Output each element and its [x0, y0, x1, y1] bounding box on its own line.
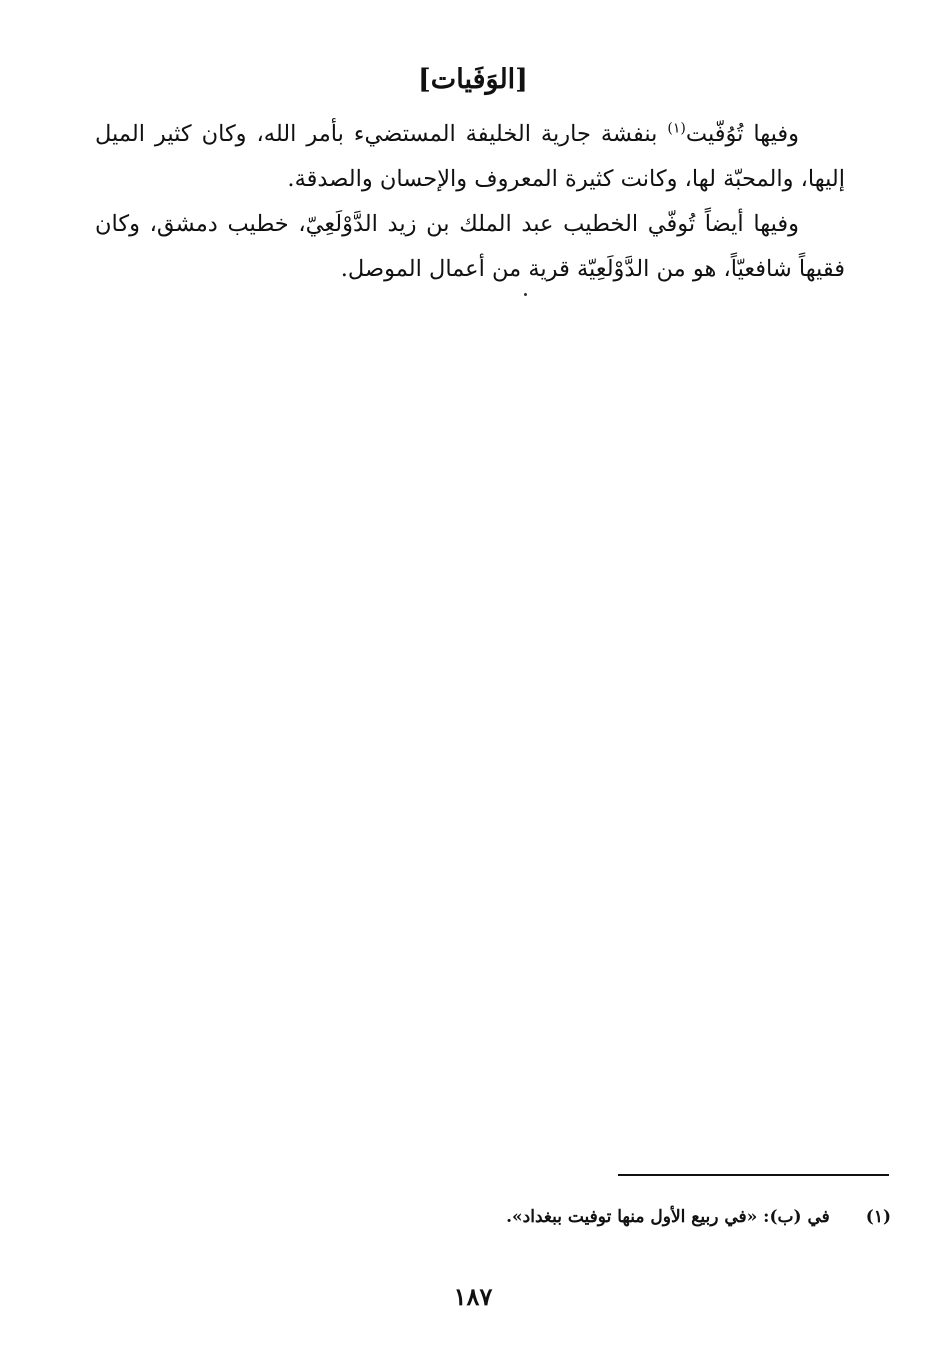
page-number: ١٨٧: [453, 1282, 493, 1311]
footnote-text: في (ب): «في ربيع الأول منها توفيت ببغداد».: [506, 1207, 830, 1227]
footnote: [95, 1202, 891, 1232]
footnote-reference: (١): [667, 120, 686, 137]
footnote-separator: [618, 1174, 889, 1176]
paragraph-1: [95, 112, 845, 202]
stray-dot-mark: [524, 293, 527, 296]
footnote-number: (١): [865, 1207, 891, 1227]
main-text: [95, 112, 845, 292]
paragraph-2: وفيها أيضاً تُوفّي الخطيب عبد الملك بن زيد الدَّوْلَعِيّ، خطيب دمشق، وكان فقيهاً شافعيّاً، هو من الدَّوْلَعِيّة قرية من أعمال الموصل.: [95, 211, 845, 282]
paragraph-1-start: وفيها تُوُفّيت: [685, 121, 799, 147]
section-heading: [الوَفَيات]: [418, 64, 528, 95]
paragraph-1-rest: بنفشة جارية الخليفة المستضيء بأمر الله، وكان كثير الميل إليها، والمحبّة لها، وكانت كثيرة المعروف والإحسان والصدقة.: [95, 121, 845, 192]
